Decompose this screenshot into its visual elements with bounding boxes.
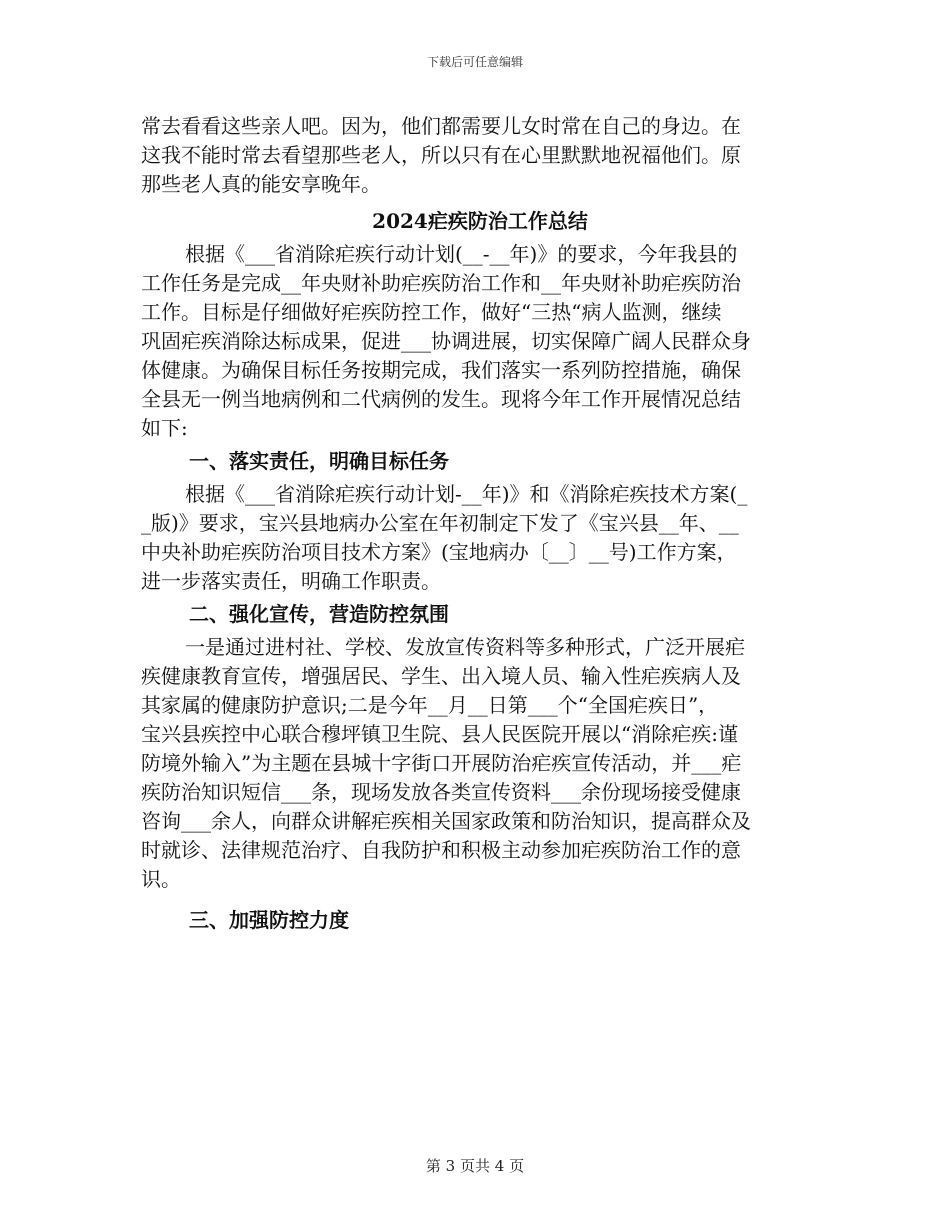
paragraph-line: 防境外输入”为主题在县城十字街口开展防治疟疾宣传活动，并___疟 — [141, 751, 742, 775]
page-number: 第 3 页共 4 页 — [425, 1157, 525, 1175]
paragraph-line: 进一步落实责任，明确工作职责。 — [141, 569, 441, 593]
paragraph-line: 巩固疟疾消除达标成果，促进___协调进展，切实保障广阔人民群众身 — [141, 329, 751, 353]
paragraph-line: 全县无一例当地病例和二代病例的发生。现将今年工作开展情况总结 — [141, 387, 741, 411]
intro-line: 那些老人真的能安享晚年。 — [141, 172, 381, 196]
page-header: 下载后可任意编辑 — [426, 55, 523, 69]
paragraph-line: 识。 — [141, 867, 181, 891]
intro-line: 这我不能时常去看望那些老人，所以只有在心里默默地祝福他们。原 — [141, 143, 741, 167]
paragraph-line: 工作任务是完成__年央财补助疟疾防治工作和__年央财补助疟疾防治 — [141, 271, 741, 295]
paragraph-line: 一是通过进村社、学校、发放宣传资料等多种形式，广泛开展疟 — [185, 635, 745, 659]
document-body — [141, 112, 809, 935]
paragraph-line: 咨询___余人，向群众讲解疟疾相关国家政策和防治知识，提高群众及 — [141, 809, 751, 833]
paragraph-line: 根据《___省消除疟疾行动计划-__年)》和《消除疟疾技术方案(_ — [185, 482, 748, 506]
section-heading-3: 三、加强防控力度 — [189, 908, 349, 932]
intro-line: 常去看看这些亲人吧。因为，他们都需要儿女时常在自己的身边。在 — [141, 114, 741, 138]
paragraph-line: 时就诊、法律规范治疗、自我防护和积极主动参加疟疾防治工作的意 — [141, 838, 741, 862]
paragraph-line: 疾健康教育宣传，增强居民、学生、出入境人员、输入性疟疾病人及 — [141, 664, 741, 688]
section-heading-2: 二、强化宣传，营造防控氛围 — [189, 602, 449, 626]
paragraph-line: 疾防治知识短信___条，现场发放各类宣传资料___余份现场接受健康 — [141, 780, 741, 804]
document-title: 2024疟疾防治工作总结 — [372, 209, 588, 233]
paragraph-line: 工作。目标是仔细做好疟疾防控工作，做好“三热“病人监测，继续 — [141, 300, 722, 324]
paragraph-line: 其家属的健康防护意识;二是今年__月__日第___个“全国疟疾日”， — [141, 693, 719, 717]
paragraph-line: 体健康。为确保目标任务按期完成，我们落实一系列防控措施，确保 — [141, 358, 741, 382]
paragraph-line: 根据《___省消除疟疾行动计划(__-__年)》的要求，今年我县的 — [185, 242, 738, 266]
paragraph-line: 如下: — [141, 416, 188, 440]
paragraph-line: 宝兴县疾控中心联合穆坪镇卫生院、县人民医院开展以“消除疟疾:谨 — [141, 722, 738, 746]
section-heading-1: 一、落实责任，明确目标任务 — [189, 449, 449, 473]
paragraph-line: _版)》要求，宝兴县地病办公室在年初制定下发了《宝兴县__年、__ — [141, 511, 739, 535]
paragraph-line: 中央补助疟疾防治项目技术方案》(宝地病办〔__〕__号)工作方案， — [141, 540, 737, 564]
